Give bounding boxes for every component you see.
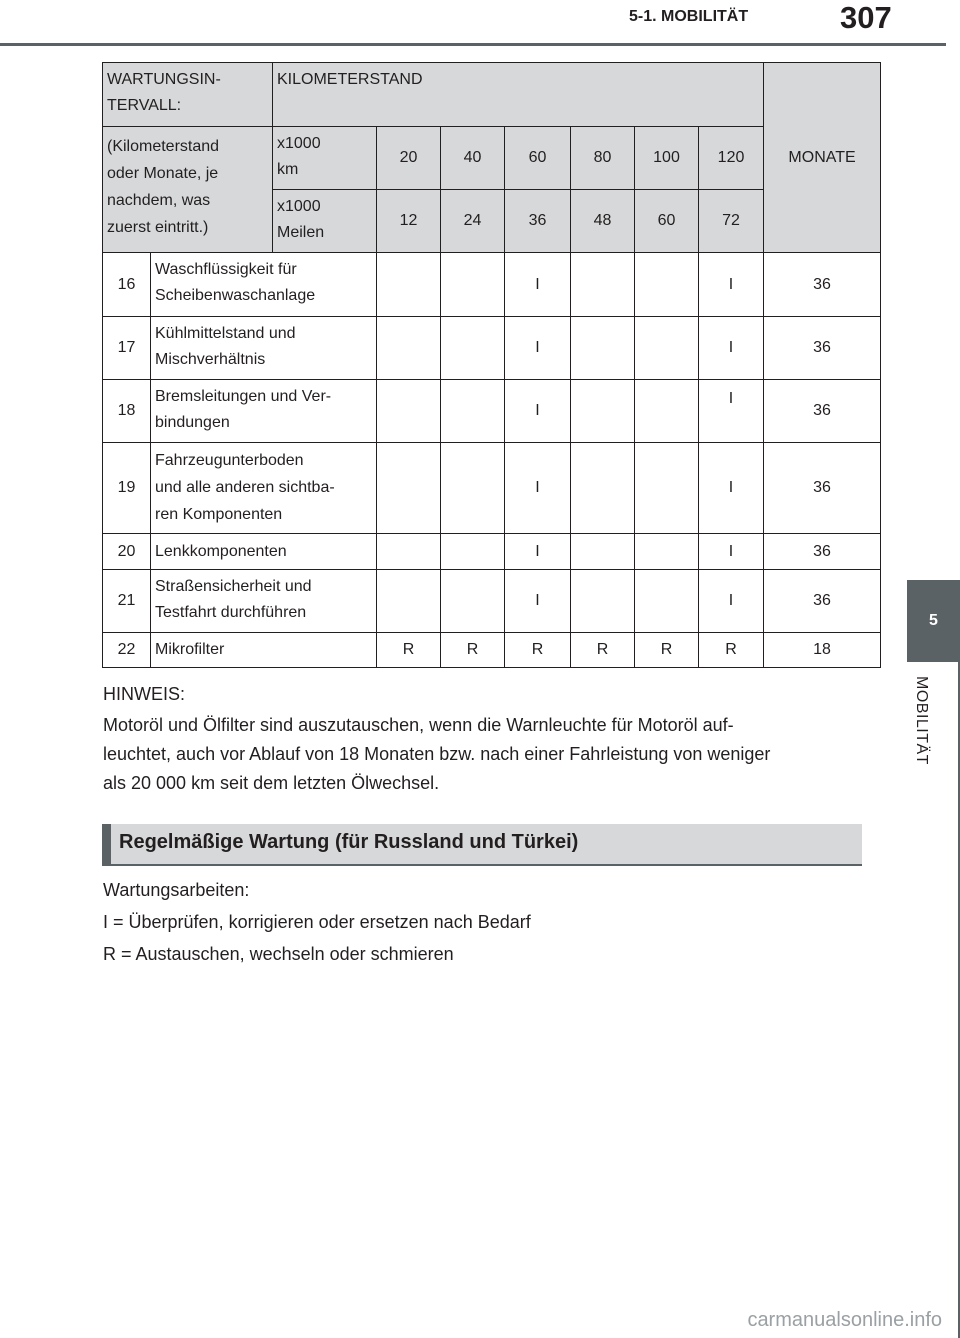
row-cell — [377, 317, 441, 380]
row-cell: R — [571, 633, 635, 668]
row-cell — [441, 253, 505, 317]
row-months: 36 — [764, 253, 881, 317]
row-cell — [699, 380, 764, 443]
section-header: 5-1. MOBILITÄT — [629, 8, 749, 25]
table-row — [103, 317, 881, 380]
watermark: carmanualsonline.info — [747, 1309, 942, 1331]
row-number: 17 — [103, 317, 151, 380]
header-divider — [0, 43, 946, 46]
table-row — [103, 253, 881, 317]
section-title: Regelmäßige Wartung (für Russland und Türkei) — [119, 831, 579, 853]
row-cell — [441, 534, 505, 570]
row-cell — [571, 570, 635, 633]
months-header: MONATE — [764, 63, 881, 253]
row-cell — [635, 443, 699, 534]
km-cell: 40 — [441, 127, 505, 190]
section-heading-bar — [102, 824, 111, 864]
row-cell: I — [699, 253, 764, 317]
row-cell: R — [635, 633, 699, 668]
row-months: 36 — [764, 380, 881, 443]
miles-cell: 72 — [699, 190, 764, 253]
chapter-label: MOBILITÄT — [913, 676, 930, 765]
row-cell: I — [699, 317, 764, 380]
row-number: 16 — [103, 253, 151, 317]
legend-line: Wartungsarbeiten: — [103, 880, 250, 900]
km-cell: 60 — [505, 127, 571, 190]
row-cell — [571, 380, 635, 443]
row-months: 36 — [764, 317, 881, 380]
row-item: Kühlmittelstand und Mischverhältnis — [151, 317, 377, 380]
chapter-tab[interactable]: 5 — [907, 580, 960, 662]
row-number: 20 — [103, 534, 151, 570]
row-cell — [635, 380, 699, 443]
table-row — [103, 443, 881, 534]
unit-km: x1000 km — [273, 127, 377, 190]
legend-line: I = Überprüfen, korrigieren oder ersetzen nach Bedarf — [103, 912, 531, 932]
row-cell — [377, 570, 441, 633]
row-cell — [571, 534, 635, 570]
row-item: Fahrzeugunterboden und alle anderen sichtba- ren Komponenten — [151, 443, 377, 534]
row-item: Mikrofilter — [151, 633, 377, 668]
unit-miles: x1000 Meilen — [273, 190, 377, 253]
row-cell: I — [505, 253, 571, 317]
row-cell — [441, 380, 505, 443]
row-months: 36 — [764, 570, 881, 633]
row-cell — [635, 534, 699, 570]
row-item: Lenkkomponenten — [151, 534, 377, 570]
page-number: 307 — [840, 0, 892, 35]
table-row — [103, 570, 881, 633]
km-cell: 80 — [571, 127, 635, 190]
row-cell: I — [505, 380, 571, 443]
section-heading-box — [102, 824, 862, 866]
miles-cell: 12 — [377, 190, 441, 253]
row-item: Bremsleitungen und Ver- bindungen — [151, 380, 377, 443]
row-number: 22 — [103, 633, 151, 668]
note-text: Motoröl und Ölfilter sind auszutauschen, wenn die Warnleuchte für Motoröl auf- leuchtet, auch vor Ablauf von 18 Monaten bzw. nach einer Fahrleistung von weniger als 20 000 km seit dem letzten Ölwechsel. — [103, 715, 771, 793]
row-cell — [571, 443, 635, 534]
row-cell: R — [699, 633, 764, 668]
row-cell — [377, 534, 441, 570]
km-cell: 120 — [699, 127, 764, 190]
row-cell: I — [699, 443, 764, 534]
row-cell — [377, 443, 441, 534]
row-cell — [441, 443, 505, 534]
row-item: Straßensicherheit und Testfahrt durchführen — [151, 570, 377, 633]
km-cell: 20 — [377, 127, 441, 190]
miles-cell: 48 — [571, 190, 635, 253]
row-cell — [377, 253, 441, 317]
interval-note: (Kilometerstand oder Monate, je nachdem, was zuerst eintritt.) — [103, 127, 273, 253]
row-number: 21 — [103, 570, 151, 633]
row-cell: R — [441, 633, 505, 668]
legend-text — [103, 874, 531, 970]
row-cell: I — [505, 570, 571, 633]
row-months: 36 — [764, 443, 881, 534]
maintenance-table — [102, 62, 881, 668]
interval-header: WARTUNGSIN- TERVALL: — [103, 63, 273, 127]
miles-cell: 24 — [441, 190, 505, 253]
row-cell — [377, 380, 441, 443]
table-row — [103, 633, 881, 668]
row-item: Waschflüssigkeit für Scheibenwaschanlage — [151, 253, 377, 317]
miles-cell: 36 — [505, 190, 571, 253]
table-row — [103, 380, 881, 443]
legend-line: R = Austauschen, wechseln oder schmieren — [103, 944, 454, 964]
row-cell — [441, 570, 505, 633]
row-cell — [571, 317, 635, 380]
row-cell: I — [699, 570, 764, 633]
row-cell: R — [505, 633, 571, 668]
row-cell — [635, 570, 699, 633]
table-row — [103, 534, 881, 570]
row-number: 19 — [103, 443, 151, 534]
row-cell: R — [377, 633, 441, 668]
note-block — [103, 680, 863, 798]
row-cell: I — [505, 534, 571, 570]
row-cell — [571, 253, 635, 317]
row-cell: I — [505, 317, 571, 380]
row-cell — [441, 317, 505, 380]
row-cell: I — [699, 534, 764, 570]
row-number: 18 — [103, 380, 151, 443]
note-label: HINWEIS: — [103, 684, 186, 704]
row-cell — [635, 253, 699, 317]
row-cell: I — [505, 443, 571, 534]
km-header: KILOMETERSTAND — [273, 63, 764, 127]
row-cell — [635, 317, 699, 380]
raised-mark: I — [728, 390, 734, 407]
km-cell: 100 — [635, 127, 699, 190]
miles-cell: 60 — [635, 190, 699, 253]
row-months: 18 — [764, 633, 881, 668]
row-months: 36 — [764, 534, 881, 570]
